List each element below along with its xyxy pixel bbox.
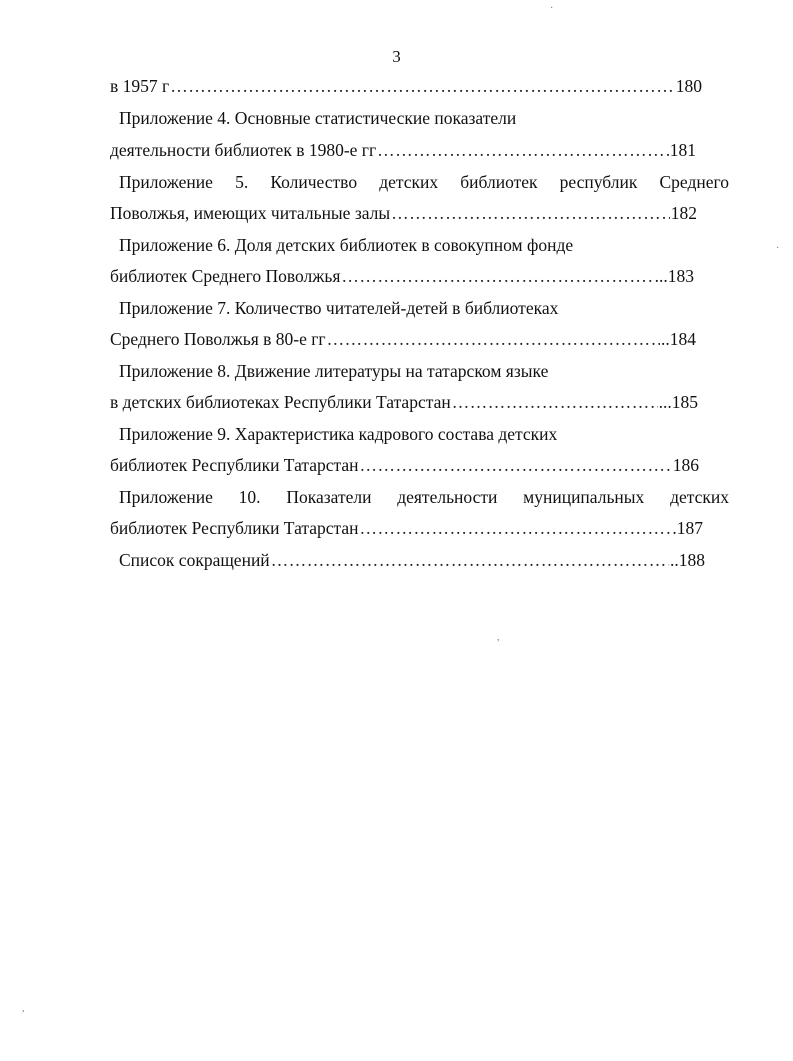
- toc-entry: [110, 201, 697, 225]
- dot-leader: [452, 390, 658, 414]
- toc-entry-heading: [119, 233, 573, 257]
- toc-entry-heading: [119, 106, 516, 130]
- toc-entry-heading: [119, 170, 729, 194]
- toc-entry-page: ...183: [654, 266, 694, 286]
- toc-entry-heading: [119, 296, 558, 320]
- toc-entry-title: библиотек Республики Татарстан: [110, 455, 359, 475]
- toc-entry-title: Приложение 4. Основные статистические показатели: [119, 108, 517, 128]
- toc-entry-title: в детских библиотеках Республики Татарстан: [110, 392, 451, 412]
- toc-entry-page: ..184: [661, 329, 696, 349]
- toc-entry: [119, 548, 705, 572]
- scan-speck: ·: [776, 243, 780, 254]
- dot-leader: [327, 327, 660, 351]
- toc-entry-heading: [119, 422, 557, 446]
- toc-entry: [110, 74, 702, 98]
- toc-entry: [110, 138, 696, 162]
- dot-leader: [271, 548, 669, 572]
- toc-entry-page: .187: [672, 518, 703, 538]
- dot-leader: [391, 201, 670, 225]
- scan-speck: ,: [497, 632, 500, 643]
- toc-entry: [110, 264, 694, 288]
- toc-entry-page: 180: [675, 76, 702, 96]
- toc-entry-title: Поволжья, имеющих читальные залы: [110, 203, 391, 223]
- toc-entry-page: 182: [670, 203, 697, 223]
- toc-entry-heading: [119, 485, 729, 509]
- toc-entry-title: библиотек Республики Татарстан: [110, 518, 359, 538]
- toc-entry-page: 181: [669, 140, 696, 160]
- toc-entry: [110, 327, 696, 351]
- dot-leader: [360, 516, 672, 540]
- toc-entry: [110, 516, 703, 540]
- dot-leader: [360, 453, 672, 477]
- toc-entry: [110, 390, 698, 414]
- scan-speck: ·: [550, 3, 554, 14]
- toc-entry-page: ...185: [658, 392, 698, 412]
- page-number: 3: [392, 47, 401, 66]
- dot-leader: [170, 74, 675, 98]
- toc-entry-title: Приложение 10. Показатели деятельности муниципальных детских: [119, 487, 729, 507]
- toc-entry-title: Приложение 8. Движение литературы на татарском языке: [119, 361, 549, 381]
- dot-leader: [377, 138, 669, 162]
- toc-entry-title: библиотек Среднего Поволжья: [110, 266, 341, 286]
- toc-entry-title: Приложение 5. Количество детских библиотек республик Среднего: [119, 172, 729, 192]
- scan-speck: ,: [22, 1003, 25, 1014]
- dot-leader: [341, 264, 653, 288]
- toc-entry-title: Список сокращений: [119, 550, 270, 570]
- toc-entry-heading: [119, 359, 548, 383]
- toc-entry-title: деятельности библиотек в 1980-е гг: [110, 140, 377, 160]
- toc-entry: [110, 453, 699, 477]
- toc-entry-page: ..188: [670, 550, 705, 570]
- toc-entry-title: Среднего Поволжья в 80-е гг: [110, 329, 326, 349]
- toc-entry-page: 186: [672, 455, 699, 475]
- toc-entry-title: Приложение 6. Доля детских библиотек в совокупном фонде: [119, 235, 574, 255]
- toc-entry-title: Приложение 7. Количество читателей-детей в библиотеках: [119, 298, 559, 318]
- toc-entry-title: Приложение 9. Характеристика кадрового состава детских: [119, 424, 558, 444]
- toc-entry-title: в 1957 г: [110, 76, 170, 96]
